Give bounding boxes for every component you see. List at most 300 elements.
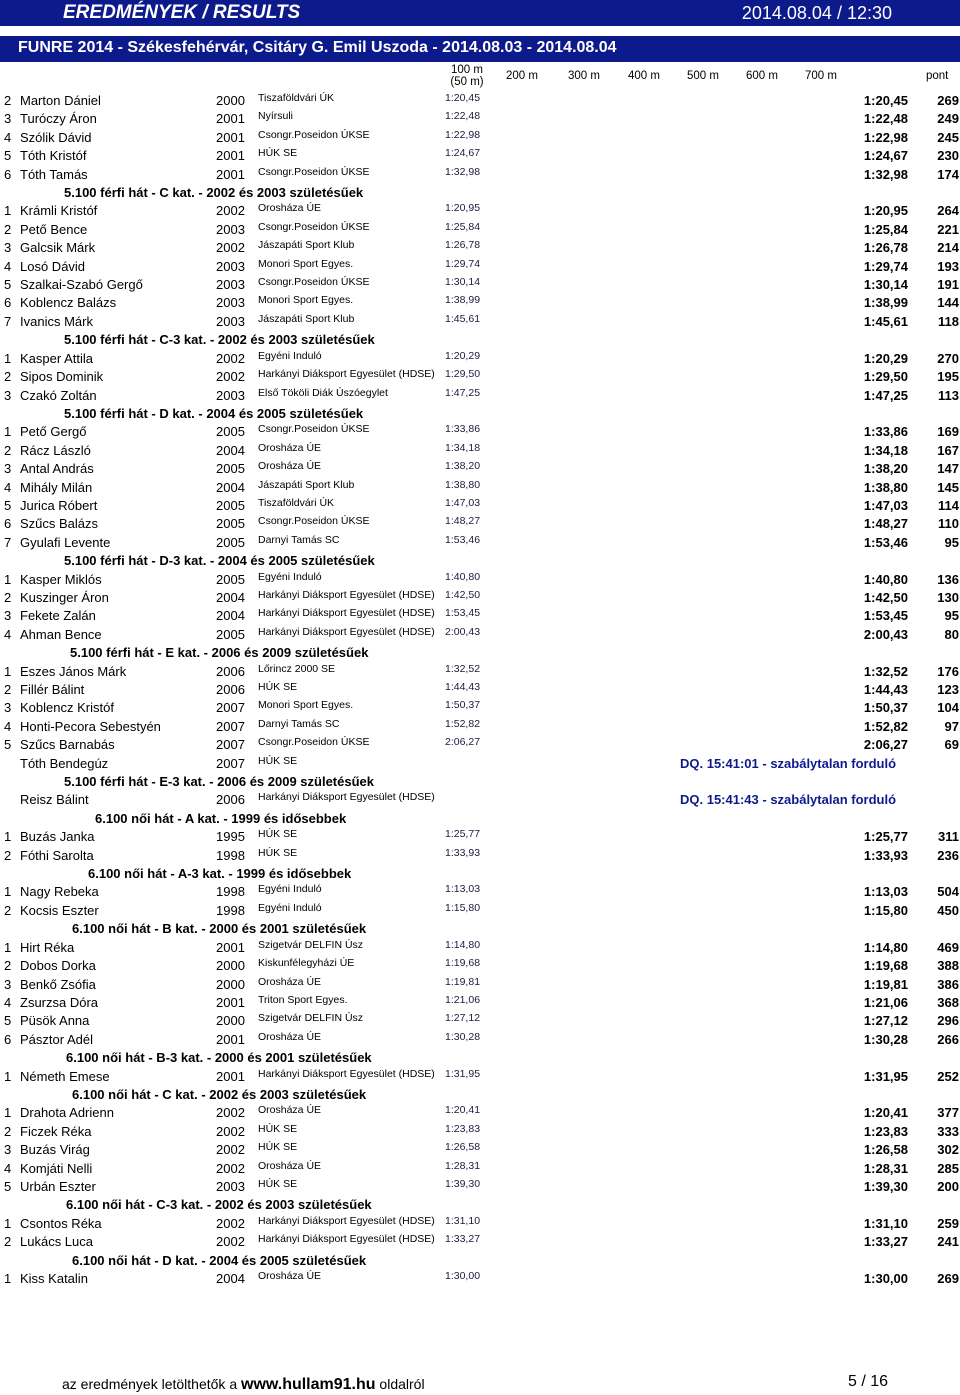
split-100m: 1:40,80 <box>445 570 481 583</box>
split-100m: 1:21,06 <box>445 993 481 1006</box>
club-name: Harkányi Diáksport Egyesület (HDSE) <box>258 1233 435 1246</box>
table-row <box>0 460 960 478</box>
birth-year: 2004 <box>216 608 245 624</box>
final-time: 1:28,31 <box>863 1160 908 1176</box>
club-name: Harkányi Diáksport Egyesület (HDSE) <box>258 607 435 620</box>
footer-note: az eredmények letölthetők a www.hullam91.hu oldalról <box>62 1376 425 1393</box>
final-time: 1:24,67 <box>863 148 908 164</box>
event-title-row <box>0 920 960 938</box>
club-name: Harkányi Diáksport Egyesület (HDSE) <box>258 791 435 804</box>
birth-year: 2002 <box>216 1160 245 1176</box>
points: 236 <box>937 847 959 863</box>
points: 221 <box>937 221 959 237</box>
club-name: Orosháza ÚE <box>258 202 322 215</box>
results-list <box>0 92 960 1288</box>
event-title: 5.100 férfi hát - E kat. - 2006 és 2009 születésűek <box>70 645 369 661</box>
split-100m: 1:52,82 <box>445 717 481 730</box>
points: 368 <box>937 994 959 1010</box>
club-name: Triton Sport Egyes. <box>258 993 348 1006</box>
table-row <box>0 92 960 110</box>
club-name: Tiszaföldvári ÚK <box>258 496 335 509</box>
points: 193 <box>937 258 959 274</box>
points: 130 <box>937 589 959 605</box>
rank: 2 <box>4 958 12 974</box>
club-name: Harkányi Diáksport Egyesület (HDSE) <box>258 588 435 601</box>
split-100m: 1:23,83 <box>445 1122 481 1135</box>
table-row <box>0 1123 960 1141</box>
final-time: 1:30,14 <box>863 277 908 293</box>
table-row <box>0 313 960 331</box>
final-time: 1:20,29 <box>863 350 908 366</box>
split-100m: 1:26,78 <box>445 239 481 252</box>
rank: 3 <box>4 1142 12 1158</box>
table-row <box>0 699 960 717</box>
final-time: 1:32,52 <box>863 663 908 679</box>
table-row <box>0 663 960 681</box>
final-time: 2:00,43 <box>863 626 908 642</box>
split-100m: 1:45,61 <box>445 312 481 325</box>
rank: 7 <box>4 534 12 550</box>
birth-year: 2001 <box>216 166 245 182</box>
birth-year: 2003 <box>216 1178 245 1194</box>
swimmer-name: Németh Emese <box>20 1068 110 1084</box>
birth-year: 2006 <box>216 792 245 808</box>
birth-year: 2002 <box>216 1123 245 1139</box>
rank: 7 <box>4 313 12 329</box>
swimmer-name: Antal András <box>20 461 94 477</box>
points: 386 <box>937 976 959 992</box>
birth-year: 2005 <box>216 461 245 477</box>
final-time: 1:19,81 <box>863 976 908 992</box>
swimmer-name: Ficzek Réka <box>20 1123 92 1139</box>
table-row <box>0 828 960 846</box>
rank: 5 <box>4 148 12 164</box>
event-title: 5.100 férfi hát - D-3 kat. - 2004 és 2005 születésűek <box>64 553 375 569</box>
final-time: 1:34,18 <box>863 442 908 458</box>
points: 95 <box>944 534 959 550</box>
final-time: 1:20,45 <box>863 93 908 108</box>
table-row <box>0 276 960 294</box>
event-title: 5.100 férfi hát - C kat. - 2002 és 2003 születésűek <box>64 185 364 201</box>
swimmer-name: Komjáti Nelli <box>20 1160 93 1176</box>
birth-year: 2001 <box>216 129 245 145</box>
final-time: 1:33,86 <box>863 424 908 440</box>
split-100m: 1:29,50 <box>445 368 481 381</box>
swimmer-name: Buzás Janka <box>20 829 95 845</box>
rank: 1 <box>4 424 12 440</box>
club-name: HÚK SE <box>258 754 298 767</box>
club-name: Darnyi Tamás SC <box>258 533 340 546</box>
final-time: 2:06,27 <box>863 737 908 753</box>
swimmer-name: Losó Dávid <box>20 258 86 274</box>
club-name: Orosháza ÚE <box>258 1270 322 1282</box>
birth-year: 2000 <box>216 1013 245 1029</box>
event-title: 5.100 férfi hát - D kat. - 2004 és 2005 születésűek <box>64 405 364 421</box>
split-100m: 1:31,10 <box>445 1214 481 1227</box>
birth-year: 2002 <box>216 240 245 256</box>
birth-year: 2003 <box>216 313 245 329</box>
club-name: Szigetvár DELFIN Úsz <box>258 1012 364 1025</box>
club-name: Harkányi Diáksport Egyesület (HDSE) <box>258 625 435 638</box>
club-name: Darnyi Tamás SC <box>258 717 340 730</box>
swimmer-name: Szalkai-Szabó Gergő <box>20 277 143 293</box>
swimmer-name: Szűcs Balázs <box>20 516 99 532</box>
column-headers <box>0 62 960 90</box>
rank: 1 <box>4 203 12 219</box>
club-name: Kiskunfélegyházi ÚE <box>258 957 355 970</box>
rank: 4 <box>4 479 12 495</box>
print-datetime: 2014.08.04 / 12:30 <box>741 3 892 23</box>
split-100m: 1:33,93 <box>445 846 481 859</box>
points: 195 <box>937 369 959 385</box>
birth-year: 2003 <box>216 221 245 237</box>
final-time: 1:47,03 <box>863 497 908 513</box>
swimmer-name: Ivanics Márk <box>20 313 93 329</box>
final-time: 1:47,25 <box>863 387 908 403</box>
final-time: 1:31,95 <box>863 1068 908 1084</box>
event-title-row <box>0 405 960 423</box>
points: 311 <box>938 829 959 845</box>
final-time: 1:21,06 <box>863 994 908 1010</box>
table-row <box>0 957 960 975</box>
birth-year: 2004 <box>216 442 245 458</box>
rank: 5 <box>4 497 12 513</box>
table-row <box>0 497 960 515</box>
rank: 1 <box>4 571 12 587</box>
swimmer-name: Szólik Dávid <box>20 129 92 145</box>
club-name: Jászapáti Sport Klub <box>258 312 355 325</box>
points: 302 <box>937 1142 959 1158</box>
table-row <box>0 350 960 368</box>
table-row <box>0 110 960 128</box>
points: 245 <box>937 129 959 145</box>
points: 214 <box>937 240 959 256</box>
club-name: Jászapáti Sport Klub <box>258 478 355 491</box>
birth-year: 1998 <box>216 884 245 900</box>
birth-year: 2007 <box>216 700 245 716</box>
results-header-bar <box>0 0 960 26</box>
rank: 2 <box>4 369 12 385</box>
table-row <box>0 939 960 957</box>
final-time: 1:23,83 <box>863 1123 908 1139</box>
birth-year: 2001 <box>216 1068 245 1084</box>
swimmer-name: Zsurzsa Dóra <box>20 994 99 1010</box>
club-name: Lőrincz 2000 SE <box>258 662 336 675</box>
table-row <box>0 202 960 220</box>
points: 249 <box>937 111 959 127</box>
club-name: Első Tököli Diák Úszóegylet <box>258 386 388 399</box>
birth-year: 2005 <box>216 571 245 587</box>
birth-year: 2003 <box>216 258 245 274</box>
table-row <box>0 883 960 901</box>
points: 174 <box>937 166 959 182</box>
swimmer-name: Benkő Zsófia <box>20 976 96 992</box>
birth-year: 2004 <box>216 589 245 605</box>
page-number: 5 / 16 <box>848 1373 889 1390</box>
rank: 3 <box>4 387 12 403</box>
rank: 5 <box>4 1178 12 1194</box>
final-time: 1:45,61 <box>863 313 908 329</box>
table-row <box>0 976 960 994</box>
split-100m: 1:39,30 <box>445 1177 481 1190</box>
swimmer-name: Csontos Réka <box>20 1215 102 1231</box>
birth-year: 2002 <box>216 369 245 385</box>
event-title-row <box>0 1086 960 1104</box>
final-time: 1:26,78 <box>863 240 908 256</box>
event-title: 6.100 női hát - C kat. - 2002 és 2003 születésűek <box>72 1086 367 1102</box>
split-100m: 1:53,45 <box>445 607 481 620</box>
points: 259 <box>937 1215 959 1231</box>
swimmer-name: Marton Dániel <box>20 93 101 108</box>
final-time: 1:38,80 <box>863 479 908 495</box>
rank: 5 <box>4 1013 12 1029</box>
split-100m: 1:34,18 <box>445 441 481 454</box>
points: 266 <box>937 1031 959 1047</box>
swimmer-name: Kasper Miklós <box>20 571 102 587</box>
split-100m: 1:42,50 <box>445 588 481 601</box>
final-time: 1:38,99 <box>863 295 908 311</box>
col-200m: 200 m <box>506 70 538 82</box>
birth-year: 2005 <box>216 534 245 550</box>
birth-year: 2007 <box>216 737 245 753</box>
points: 167 <box>937 442 959 458</box>
split-100m: 1:27,12 <box>445 1012 481 1025</box>
club-name: HÚK SE <box>258 681 298 693</box>
competition-bar <box>0 36 960 62</box>
col-points: pont <box>926 70 949 82</box>
swimmer-name: Lukács Luca <box>20 1234 93 1250</box>
birth-year: 2000 <box>216 958 245 974</box>
rank: 1 <box>4 1215 12 1231</box>
table-row <box>0 902 960 920</box>
disqualification: DQ. 15:41:01 - szabálytalan forduló <box>680 755 897 771</box>
final-time: 1:20,41 <box>863 1105 908 1121</box>
points: 333 <box>937 1123 959 1139</box>
event-title-row <box>0 644 960 662</box>
rank: 2 <box>4 221 12 237</box>
points: 145 <box>937 479 959 495</box>
final-time: 1:19,68 <box>863 958 908 974</box>
table-row <box>0 221 960 239</box>
split-100m: 1:44,43 <box>445 681 481 693</box>
points: 176 <box>937 663 959 679</box>
split-100m: 1:19,68 <box>445 957 481 970</box>
swimmer-name: Sipos Dominik <box>20 369 104 385</box>
final-time: 1:27,12 <box>863 1013 908 1029</box>
event-title-row <box>0 773 960 791</box>
points: 469 <box>937 939 959 955</box>
event-title-row <box>0 1196 960 1214</box>
swimmer-name: Pető Bence <box>20 221 88 237</box>
rank: 6 <box>4 516 12 532</box>
club-name: Orosháza ÚE <box>258 441 322 454</box>
club-name: Egyéni Induló <box>258 901 322 914</box>
event-title-row <box>0 865 960 883</box>
club-name: HÚK SE <box>258 1177 298 1190</box>
rank: 1 <box>4 663 12 679</box>
swimmer-name: Kiss Katalin <box>20 1271 88 1286</box>
swimmer-name: Jurica Róbert <box>20 497 98 513</box>
event-title-row <box>0 184 960 202</box>
final-time: 1:13,03 <box>863 884 908 900</box>
swimmer-name: Urbán Eszter <box>20 1178 96 1194</box>
rank: 6 <box>4 1031 12 1047</box>
club-name: Nyírsuli <box>258 110 294 123</box>
swimmer-name: Koblencz Kristóf <box>20 700 114 716</box>
club-name: Szigetvár DELFIN Úsz <box>258 938 364 951</box>
table-row <box>0 791 960 809</box>
split-100m: 2:06,27 <box>445 736 481 749</box>
club-name: Monori Sport Egyes. <box>258 699 354 712</box>
split-100m: 1:14,80 <box>445 938 481 951</box>
birth-year: 2002 <box>216 350 245 366</box>
rank: 3 <box>4 608 12 624</box>
table-row <box>0 1012 960 1030</box>
birth-year: 2002 <box>216 1105 245 1121</box>
birth-year: 2005 <box>216 497 245 513</box>
swimmer-name: Fóthi Sarolta <box>20 847 94 863</box>
rank: 1 <box>4 1105 12 1121</box>
swimmer-name: Eszes János Márk <box>20 663 127 679</box>
club-name: Harkányi Diáksport Egyesület (HDSE) <box>258 1214 435 1227</box>
rank: 5 <box>4 277 12 293</box>
club-name: HÚK SE <box>258 1122 298 1135</box>
event-title: 6.100 női hát - A kat. - 1999 és idősebbek <box>95 810 347 826</box>
rank: 2 <box>4 682 12 697</box>
event-title: 6.100 női hát - B-3 kat. - 2000 és 2001 születésűek <box>66 1050 372 1066</box>
points: 269 <box>937 93 959 108</box>
split-100m: 1:47,03 <box>445 496 481 509</box>
table-row <box>0 1068 960 1086</box>
table-row <box>0 534 960 552</box>
club-name: Csongr.Poseidon ÚKSE <box>258 515 370 528</box>
rank: 5 <box>4 737 12 753</box>
rank: 1 <box>4 829 12 845</box>
club-name: HÚK SE <box>258 147 298 160</box>
event-title-row <box>0 331 960 349</box>
event-title: 6.100 női hát - B kat. - 2000 és 2001 születésűek <box>72 921 367 937</box>
birth-year: 2007 <box>216 718 245 734</box>
table-row <box>0 442 960 460</box>
points: 200 <box>937 1178 959 1194</box>
col-400m: 400 m <box>628 70 660 82</box>
website-link[interactable]: www.hullam91.hu <box>241 1376 376 1393</box>
points: 69 <box>944 737 959 753</box>
table-row <box>0 239 960 257</box>
rank: 6 <box>4 295 12 311</box>
final-time: 1:30,28 <box>863 1031 908 1047</box>
final-time: 1:53,46 <box>863 534 908 550</box>
rank: 2 <box>4 902 12 918</box>
birth-year: 2002 <box>216 1142 245 1158</box>
event-title: 6.100 női hát - D kat. - 2004 és 2005 születésűek <box>72 1252 367 1268</box>
points: 296 <box>937 1013 959 1029</box>
birth-year: 1998 <box>216 847 245 863</box>
split-100m: 1:15,80 <box>445 901 481 914</box>
swimmer-name: Mihály Milán <box>20 479 93 495</box>
event-title: 5.100 férfi hát - E-3 kat. - 2006 és 2009 születésűek <box>64 774 375 790</box>
points: 269 <box>937 1271 959 1286</box>
rank: 1 <box>4 1068 12 1084</box>
birth-year: 2001 <box>216 148 245 164</box>
points: 169 <box>937 424 959 440</box>
event-title: 6.100 női hát - C-3 kat. - 2002 és 2003 születésűek <box>66 1197 372 1213</box>
swimmer-name: Ahman Bence <box>20 626 102 642</box>
rank: 4 <box>4 626 12 642</box>
table-row <box>0 1141 960 1159</box>
rank: 4 <box>4 129 12 145</box>
swimmer-name: Szűcs Barnabás <box>20 737 115 753</box>
points: 80 <box>944 626 959 642</box>
table-row <box>0 423 960 441</box>
split-100m: 1:22,48 <box>445 110 481 123</box>
swimmer-name: Turóczy Áron <box>20 111 97 127</box>
birth-year: 2006 <box>216 682 245 697</box>
rank: 3 <box>4 976 12 992</box>
points: 377 <box>937 1105 959 1121</box>
club-name: Egyéni Induló <box>258 883 322 896</box>
club-name: Csongr.Poseidon ÚKSE <box>258 736 370 749</box>
club-name: Jászapáti Sport Klub <box>258 239 355 252</box>
points: 95 <box>944 608 959 624</box>
split-100m: 1:31,95 <box>445 1067 481 1080</box>
swimmer-name: Galcsik Márk <box>20 240 96 256</box>
swimmer-name: Tóth Tamás <box>20 166 88 182</box>
table-row <box>0 1104 960 1122</box>
points: 270 <box>937 350 959 366</box>
split-100m: 1:38,99 <box>445 294 481 307</box>
table-row <box>0 479 960 497</box>
birth-year: 2001 <box>216 1031 245 1047</box>
final-time: 1:38,20 <box>863 461 908 477</box>
club-name: Csongr.Poseidon ÚKSE <box>258 423 370 436</box>
club-name: Harkányi Diáksport Egyesület (HDSE) <box>258 368 435 381</box>
col-700m: 700 m <box>805 70 837 82</box>
final-time: 1:42,50 <box>863 589 908 605</box>
rank: 2 <box>4 1123 12 1139</box>
birth-year: 1998 <box>216 902 245 918</box>
col-100m: 100 m (50 m) <box>450 64 484 88</box>
swimmer-name: Koblencz Balázs <box>20 295 117 311</box>
split-100m: 1:25,84 <box>445 220 481 233</box>
split-100m: 2:00,43 <box>445 625 481 638</box>
split-100m: 1:53,46 <box>445 533 481 546</box>
split-100m: 1:22,98 <box>445 128 481 141</box>
split-100m: 1:29,74 <box>445 257 481 270</box>
birth-year: 2003 <box>216 387 245 403</box>
club-name: Orosháza ÚE <box>258 975 322 988</box>
table-row <box>0 847 960 865</box>
table-row <box>0 368 960 386</box>
table-row <box>0 515 960 533</box>
split-100m: 1:28,31 <box>445 1159 481 1172</box>
split-100m: 1:38,20 <box>445 460 481 473</box>
rank: 2 <box>4 847 12 863</box>
event-title-row <box>0 552 960 570</box>
points: 97 <box>944 718 959 734</box>
split-100m: 1:33,86 <box>445 423 481 436</box>
table-row <box>0 736 960 754</box>
rank: 3 <box>4 461 12 477</box>
table-row <box>0 147 960 165</box>
club-name: Csongr.Poseidon ÚKSE <box>258 128 370 141</box>
rank: 1 <box>4 1271 12 1286</box>
birth-year: 2002 <box>216 1215 245 1231</box>
final-time: 1:40,80 <box>863 571 908 587</box>
final-time: 1:33,93 <box>863 847 908 863</box>
swimmer-name: Buzás Virág <box>20 1142 90 1158</box>
competition-title: FUNRE 2014 - Székesfehérvár, Csitáry G. Emil Uszoda - 2014.08.03 - 2014.08.04 <box>18 39 617 56</box>
